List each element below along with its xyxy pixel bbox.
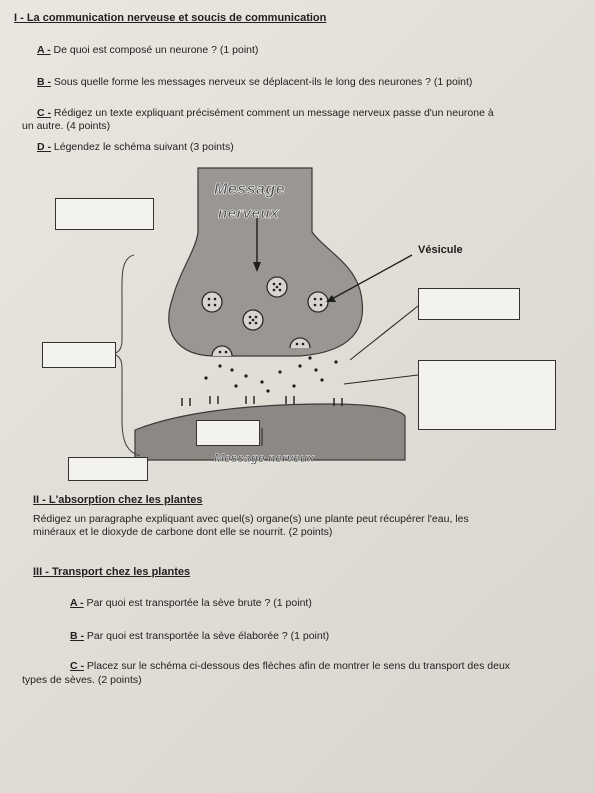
question-1b-letter: B - [37, 76, 51, 88]
question-3a [70, 597, 312, 610]
question-3c-line2: types de sèves. (2 points) [22, 674, 142, 686]
label-message-line2: nerveux [218, 205, 280, 222]
question-3b [70, 630, 329, 643]
question-1b-text: Sous quelle forme les messages nerveux se déplacent-ils le long des neurones ? (1 point) [51, 76, 473, 88]
answer-box-right-large[interactable] [418, 360, 556, 430]
label-message-line1: Message [214, 181, 286, 198]
question-3c-line1 [70, 660, 510, 673]
question-1c-letter: C - [37, 107, 51, 119]
section-3-title: III - Transport chez les plantes [33, 566, 191, 578]
question-3a-letter: A - [70, 597, 84, 609]
answer-box-top-left[interactable] [55, 198, 154, 230]
section-2-text-line1: Rédigez un paragraphe expliquant avec quel(s) organe(s) une plante peut récupérer l'eau, les [33, 513, 469, 525]
question-3a-text: Par quoi est transportée la sève brute ? (1 point) [83, 597, 312, 609]
question-3c-text: Placez sur le schéma ci-dessous des flèches afin de montrer le sens du transport des deux [84, 660, 511, 672]
answer-box-middle-left[interactable] [42, 342, 116, 368]
answer-box-vesicule[interactable] [418, 288, 520, 320]
answer-box-bottom-left[interactable] [68, 457, 148, 481]
section-1-title: I - La communication nerveuse et soucis de communication [14, 12, 327, 24]
answer-box-center[interactable] [196, 420, 260, 446]
question-1d-letter: D - [37, 141, 51, 153]
section-2-text-line2: minéraux et le dioxyde de carbone dont elle se nourrit. (2 points) [33, 526, 333, 538]
question-3b-letter: B - [70, 630, 84, 642]
section-2-title: II - L'absorption chez les plantes [33, 494, 203, 506]
leader-line-right-2 [344, 375, 418, 384]
question-1a-text: De quoi est composé un neurone ? (1 point) [50, 44, 259, 56]
question-1d-text: Légendez le schéma suivant (3 points) [51, 141, 234, 153]
question-1c-line2: un autre. (4 points) [22, 120, 111, 132]
question-1a-letter: A - [37, 44, 51, 56]
question-1c-text: Rédigez un texte expliquant précisément comment un message nerveux passe d'un neurone à [51, 107, 494, 119]
question-3c-letter: C - [70, 660, 84, 672]
label-message-nerveux-bottom: Message nerveux [214, 451, 315, 465]
neurotransmitters [204, 356, 337, 392]
left-brace [114, 255, 140, 456]
question-3b-text: Par quoi est transportée la sève élaborée ? (1 point) [84, 630, 330, 642]
label-vesicule: Vésicule [418, 244, 463, 256]
